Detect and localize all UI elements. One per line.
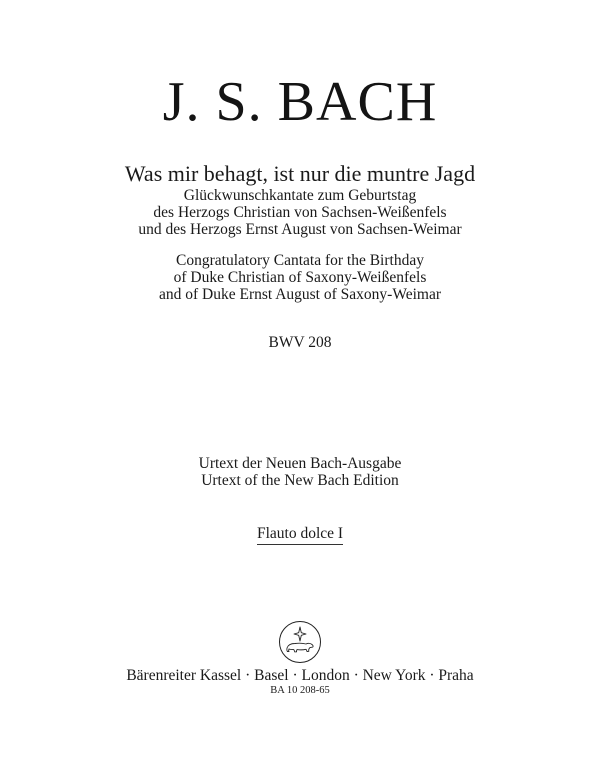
edition-line-english: Urtext of the New Bach Edition [201,472,399,489]
subtitle-german-line: und des Herzogs Ernst August von Sachsen-Weimar [138,221,462,238]
subtitle-english-line: Congratulatory Cantata for the Birthday [176,252,424,269]
edition-note [0,455,600,489]
edition-line-german: Urtext der Neuen Bach-Ausgabe [198,455,402,472]
bwv-number: BWV 208 [268,334,332,351]
instrument-part-label: Flauto dolce I [257,525,343,545]
subtitle-english [0,252,600,303]
subtitle-english-line: and of Duke Ernst August of Saxony-Weimar [158,286,441,303]
work-title: Was mir behagt, ist nur die muntre Jagd [124,161,476,186]
subtitle-german-line: des Herzogs Christian von Sachsen-Weißenfels [153,204,447,221]
publisher-catalog-number: BA 10 208-65 [270,685,330,696]
composer-name: J. S. BACH [162,71,438,133]
subtitle-english-line: of Duke Christian of Saxony-Weißenfels [173,269,427,286]
instrument-part [0,525,600,545]
subtitle-german [0,187,600,238]
publisher-cities: Bärenreiter Kassel · Basel · London · New York · Praha [126,667,474,684]
subtitle-german-line: Glückwunschkantate zum Geburtstag [183,187,417,204]
baerenreiter-logo-icon [278,620,322,664]
